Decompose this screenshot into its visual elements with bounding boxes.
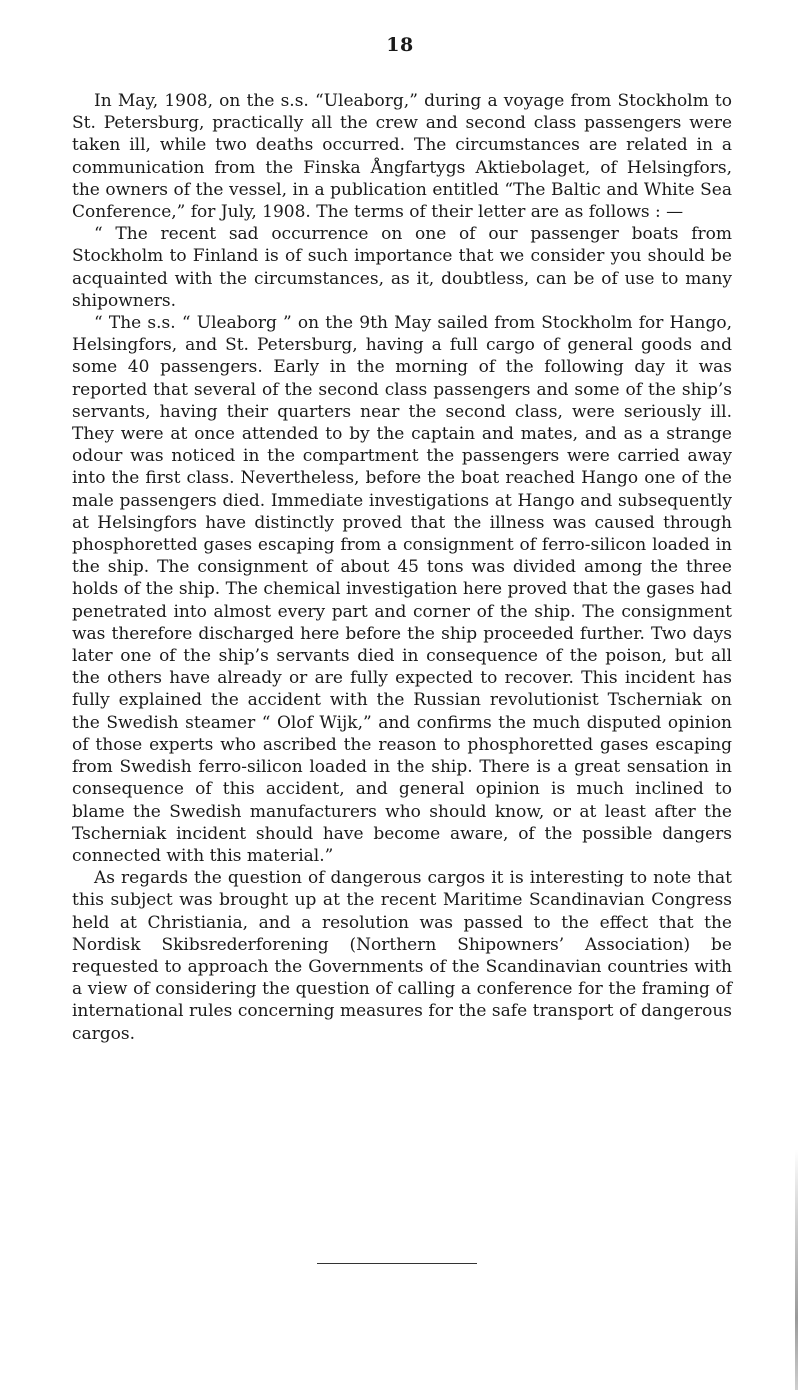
page-number: 18 — [386, 34, 414, 56]
page-edge-shadow — [795, 1150, 798, 1390]
body-text — [72, 90, 732, 1045]
paragraph-dangerous-cargos: As regards the question of dangerous cargos it is interesting to note that this subject was brought up at the recent Maritime Scandinavian Congress held at Christiania, and a resolution was passed to the effect that the Nordisk Skibsrederforening (Northern Shipowners’ Association) be requested to approach the Governments of the Scandinavian countries with a view of considering the question of calling a conference for the framing of international rules concerning measures for the safe transport of dangerous cargos. — [72, 868, 732, 1044]
paragraph-letter-opening: “ The recent sad occurrence on one of our passenger boats from Stockholm to Finland is of such importance that we consider you should be acquainted with the circumstances, as it, doubtless, can be of use to many shipowners. — [72, 224, 732, 311]
paragraph-letter-account: “ The s.s. “ Uleaborg ” on the 9th May sailed from Stockholm for Hango, Helsingfors, and St. Petersburg, having a full cargo of general goods and some 40 passengers. Early in the morning of the following day it was reported that several of the second class passengers and some of the ship’s servants, having their quarters near the second class, were seriously ill. They were at once attended to by the captain and mates, and as a strange odour was noticed in the compartment the passengers were carried away into the first class. Nevertheless, before the boat reached Hango one of the male passengers died. Immediate investigations at Hango and subsequently at Helsingfors have distinctly proved that the illness was caused through phosphoretted gases escaping from a consignment of ferro-silicon loaded in the ship. The consignment of about 45 tons was divided among the three holds of the ship. The chemical investigation here proved that the gases had penetrated into almost every part and corner of the ship. The consignment was therefore discharged here before the ship proceeded further. Two days later one of the ship’s servants died in consequence of the poison, but all the others have already or are fully expected to recover. This incident has fully explained the accident with the Russian revolutionist Tscherniak on the Swedish steamer “ Olof Wijk,” and confirms the much disputed opinion of those experts who ascribed the reason to phosphoretted gases escaping from Swedish ferro-silicon loaded in the ship. There is a great sensation in consequence of this accident, and general opinion is much inclined to blame the Swedish manufacturers who should know, or at least after the Tscherniak incident should have become aware, of the possible dangers connected with this material.” — [72, 313, 732, 866]
section-divider — [317, 1263, 477, 1264]
paragraph-intro: In May, 1908, on the s.s. “Uleaborg,” during a voyage from Stockholm to St. Petersburg, practically all the crew and second class passengers were taken ill, while two deaths occurred. The circumstances are related in a communication from the Finska Ångfartygs Aktiebolaget, of Helsingfors, the owners of the vessel, in a publication entitled “The Baltic and White Sea Conference,” for July, 1908. The terms of their letter are as follows : — — [72, 91, 732, 223]
